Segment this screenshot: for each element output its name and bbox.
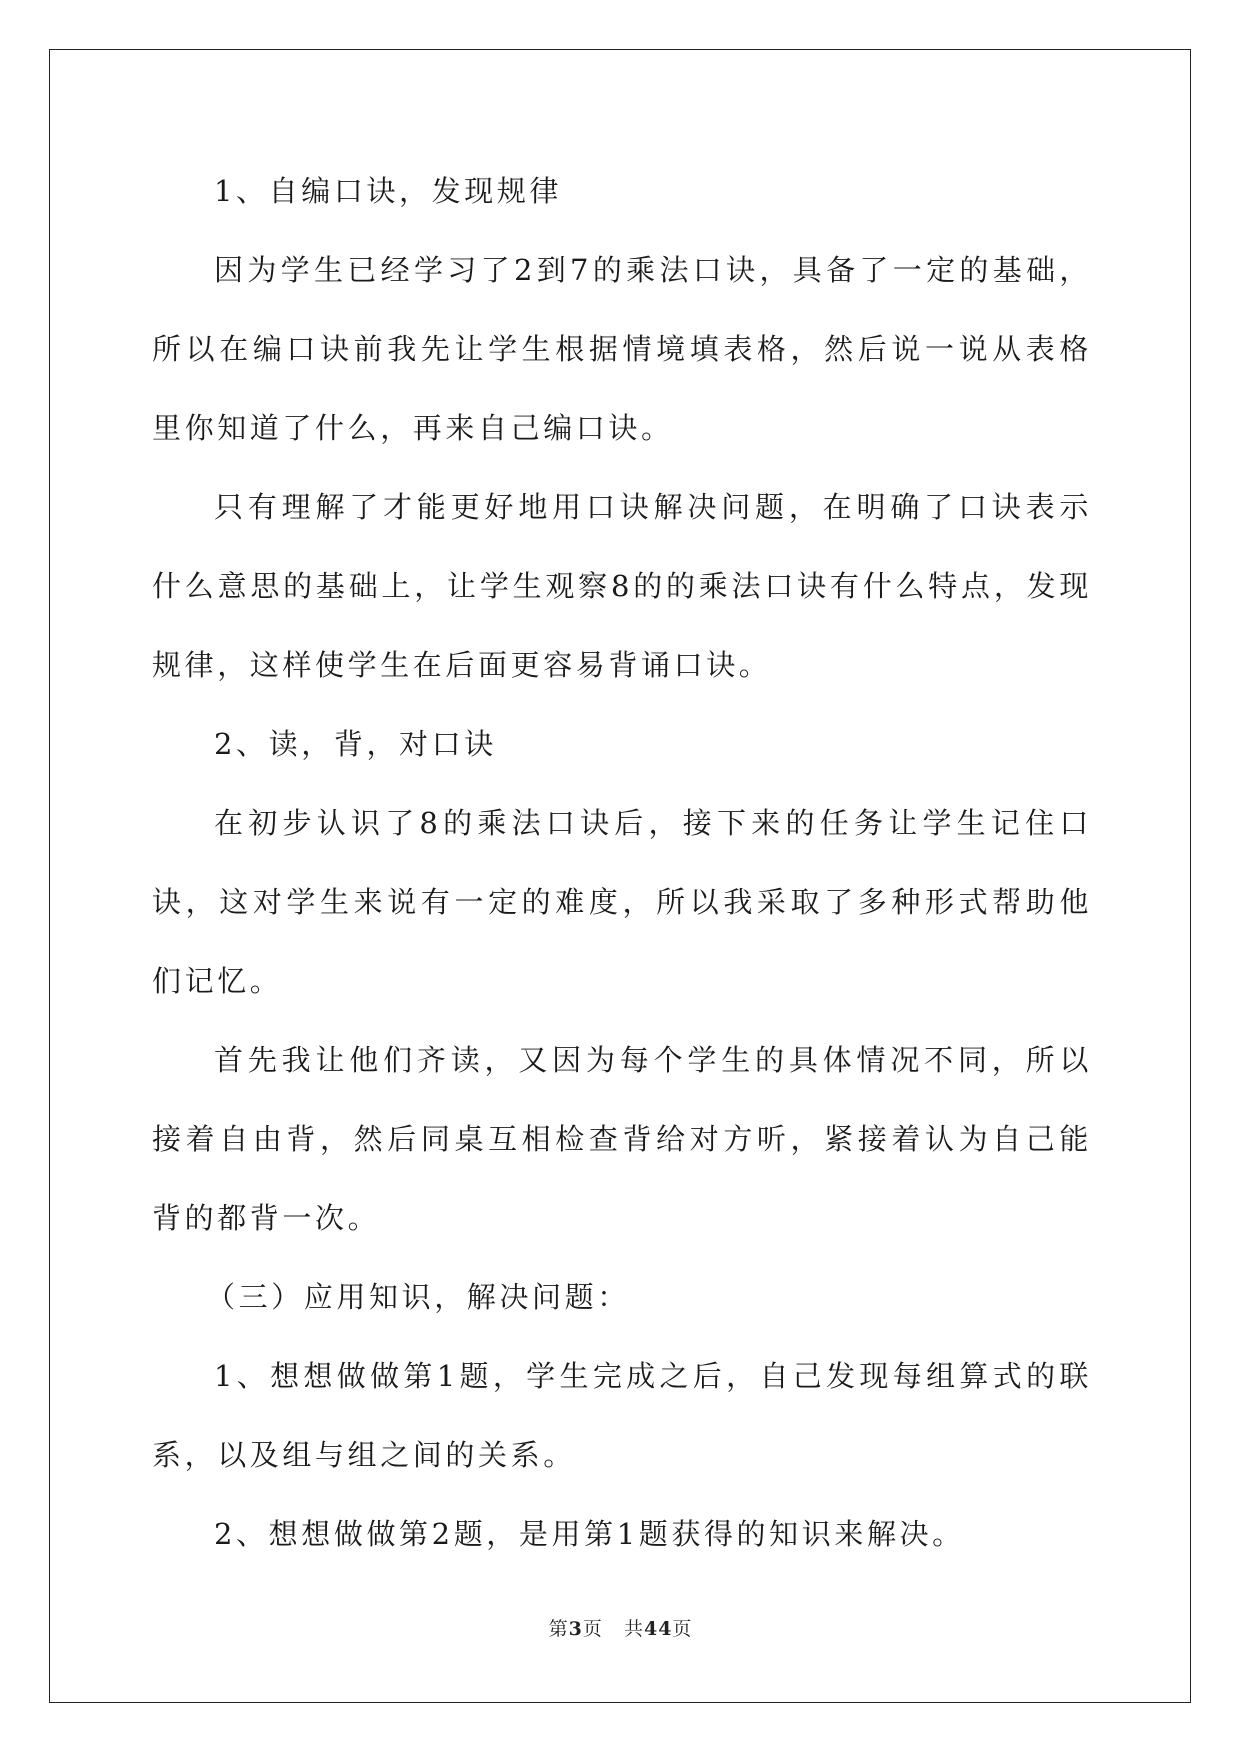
page-footer bbox=[0, 1617, 1241, 1641]
section-heading-2: 2、读，背，对口诀 bbox=[214, 727, 497, 761]
footer-total-pages: 44 bbox=[643, 1618, 673, 1640]
footer-total-suffix: 页 bbox=[672, 1618, 693, 1640]
paragraph: 2、想想做做第2题，是用第1题获得的知识来解决。 bbox=[214, 1517, 965, 1551]
footer-page-prefix: 第 bbox=[548, 1618, 569, 1640]
paragraph: 因为学生已经学习了2到7的乘法口诀，具备了一定的基础，所以在编口诀前我先让学生根据情境填表格，然后说一说从表格里你知道了什么，再来自己编口诀。 bbox=[152, 253, 1092, 445]
footer-page-suffix: 页 bbox=[582, 1618, 603, 1640]
document-body bbox=[152, 152, 1092, 1574]
paragraph: 首先我让他们齐读，又因为每个学生的具体情况不同，所以接着自由背，然后同桌互相检查背给对方听，紧接着认为自己能背的都背一次。 bbox=[152, 1043, 1092, 1235]
section-heading-1: 1、自编口诀，发现规律 bbox=[214, 174, 563, 208]
paragraph: 只有理解了才能更好地用口诀解决问题，在明确了口诀表示什么意思的基础上，让学生观察8的的乘法口诀有什么特点，发现规律，这样使学生在后面更容易背诵口诀。 bbox=[152, 490, 1092, 682]
paragraph: 1、想想做做第1题，学生完成之后，自己发现每组算式的联系，以及组与组之间的关系。 bbox=[152, 1359, 1092, 1472]
paragraph: 在初步认识了8的乘法口诀后，接下来的任务让学生记住口诀，这对学生来说有一定的难度，所以我采取了多种形式帮助他们记忆。 bbox=[152, 806, 1092, 998]
section-heading-3: （三）应用知识，解决问题： bbox=[206, 1280, 630, 1314]
footer-total-prefix: 共 bbox=[623, 1618, 644, 1640]
footer-page-number: 3 bbox=[568, 1618, 583, 1640]
